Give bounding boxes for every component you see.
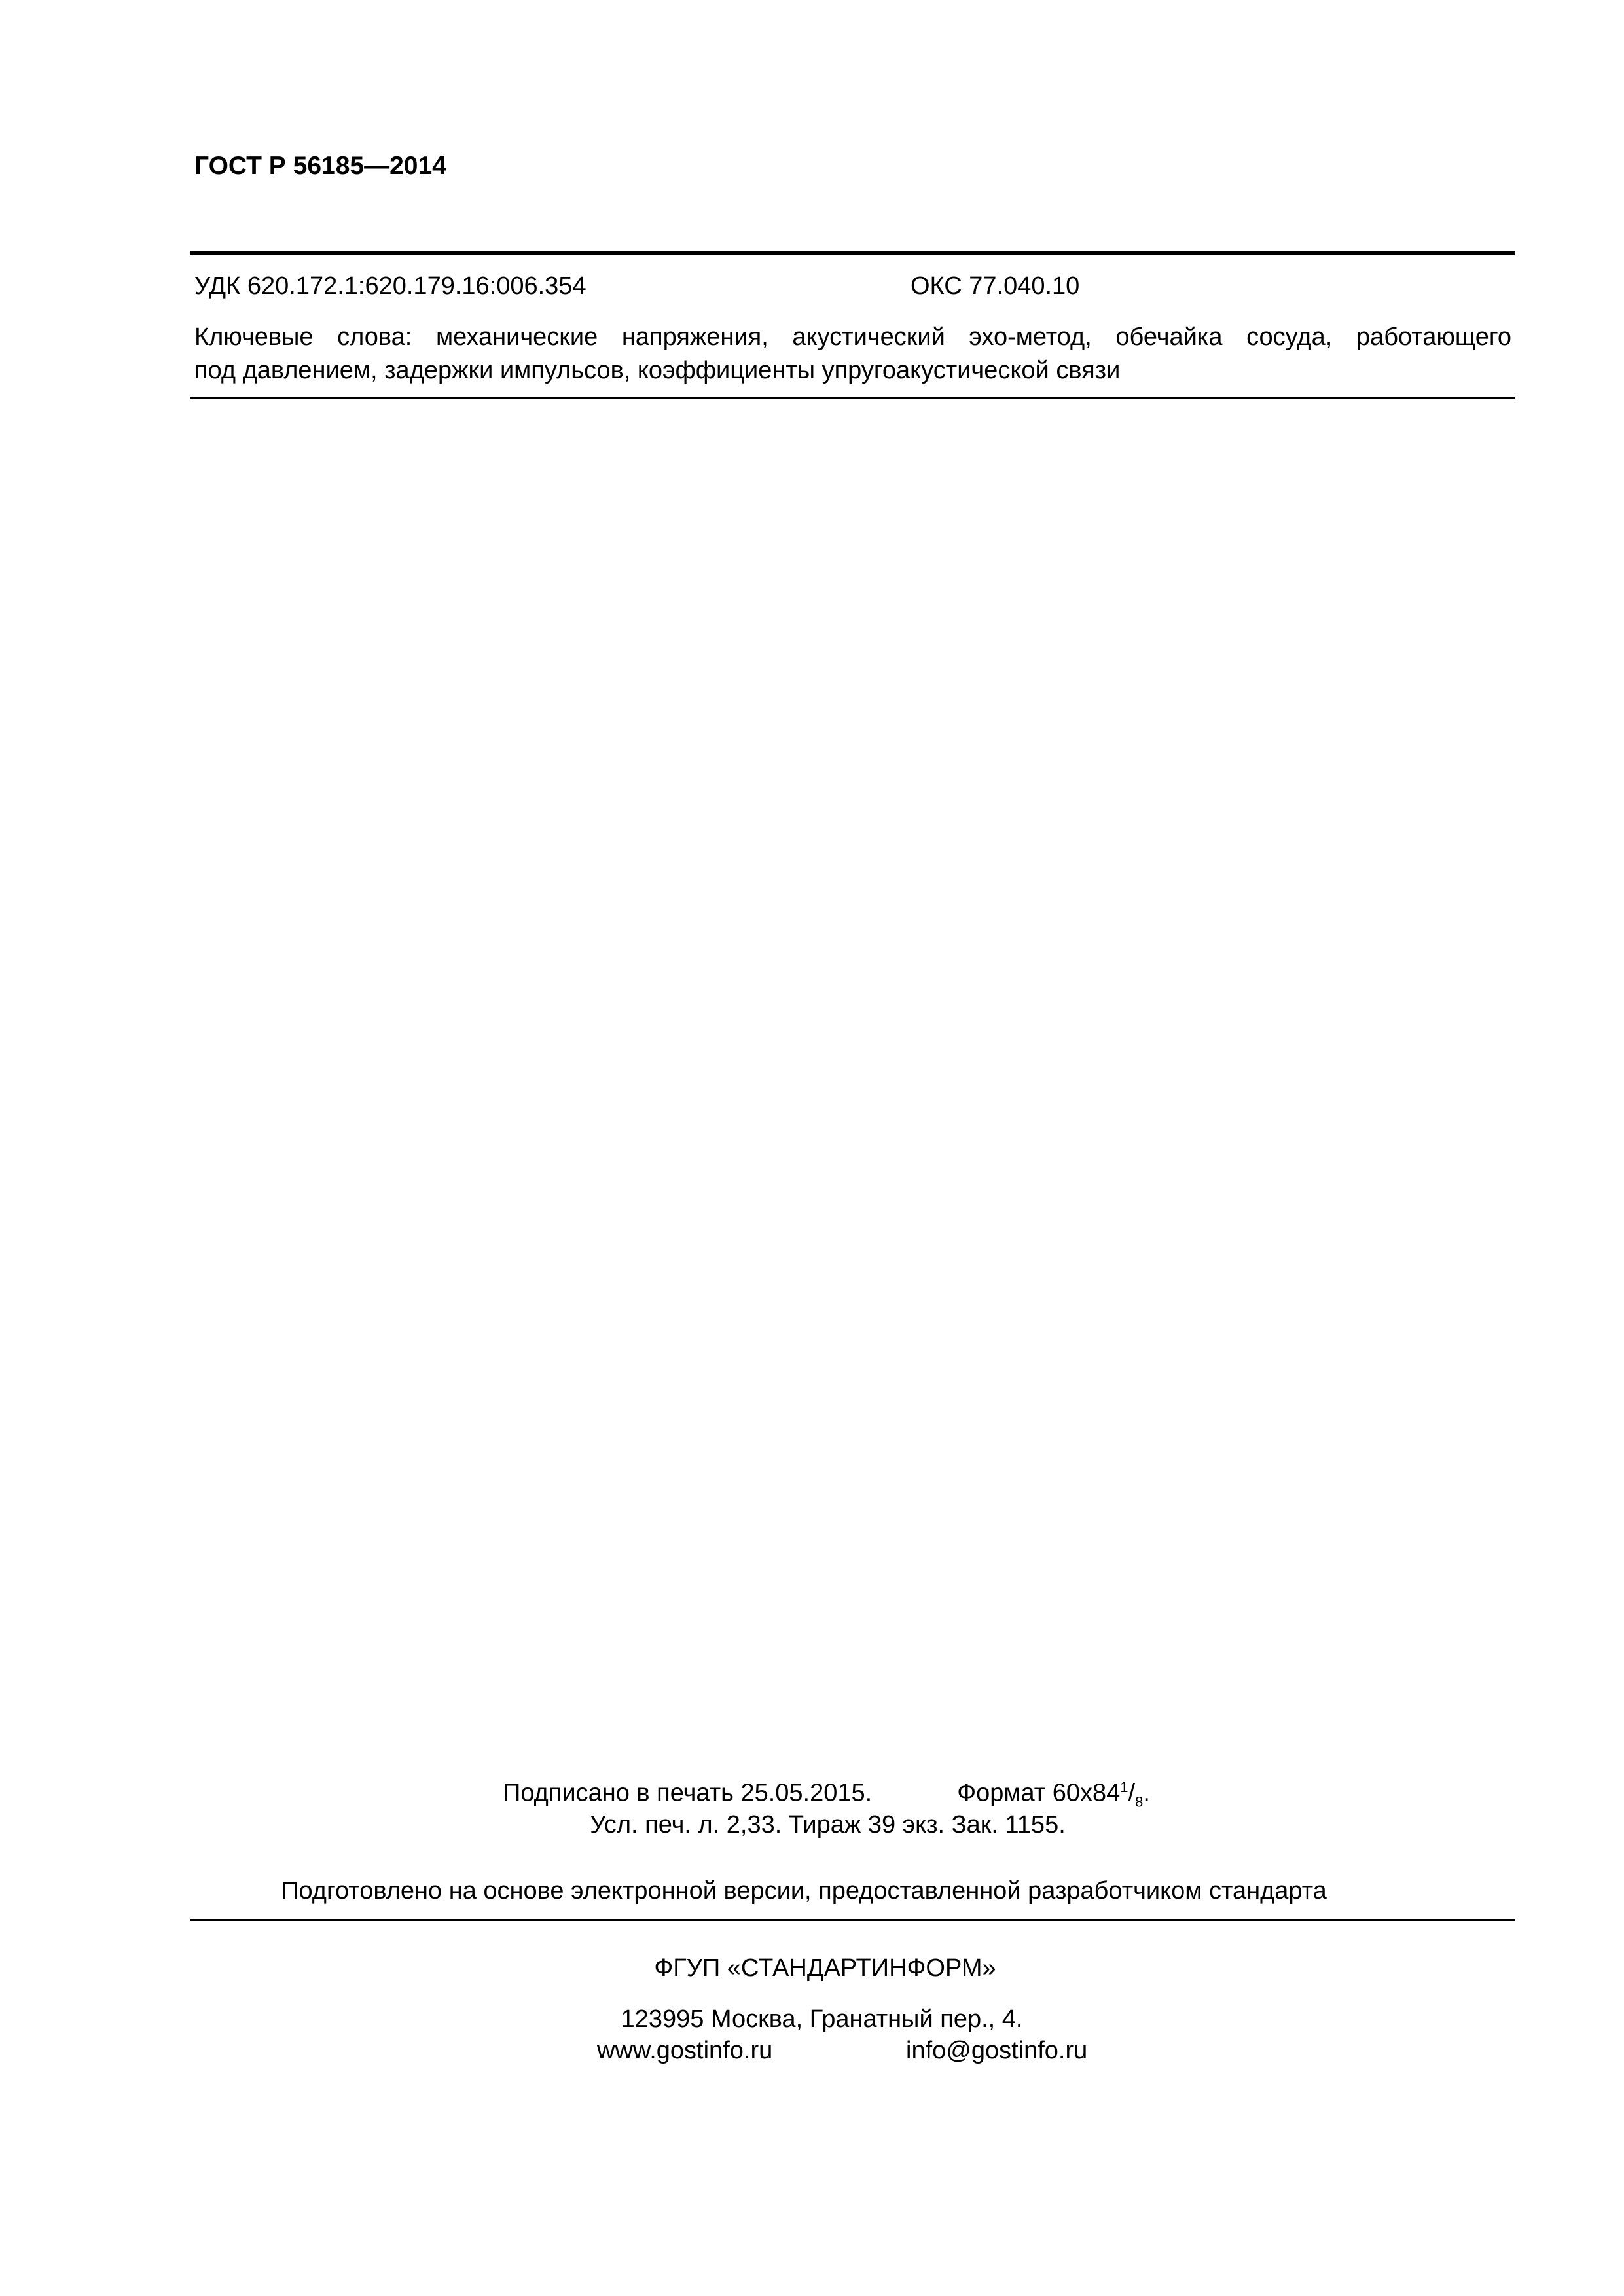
address-row [0,2005,1624,2034]
keywords-block [194,321,1511,387]
signed-date: Подписано в печать 25.05.2015. [503,1779,873,1807]
publisher-name: ФГУП «СТАНДАРТИНФОРМ» [654,1954,996,1982]
email-link[interactable]: info@gostinfo.ru [906,2037,1088,2064]
prepared-note: Подготовлено на основе электронной версии, предоставленной разработчиком стандарта [281,1877,1327,1905]
print-details-row [0,1811,1624,1839]
keywords-divider [190,397,1515,399]
format-slash: / [1128,1779,1136,1807]
format-numerator: 1 [1120,1779,1128,1795]
website-link[interactable]: www.gostinfo.ru [597,2037,773,2064]
bottom-divider [190,1919,1515,1921]
prepared-note-row [0,1877,1624,1905]
format-prefix: Формат 60x84 [957,1779,1121,1807]
oks-code: ОКС 77.040.10 [911,272,1080,300]
print-details: Усл. печ. л. 2,33. Тираж 39 экз. Зак. 1155. [590,1811,1066,1839]
keywords-line-1: Ключевые слова: механические напряжения, акустический эхо-метод, обечайка сосуда, работающего [194,323,1511,351]
format-denominator: 8 [1135,1793,1144,1810]
publisher-row [0,1954,1624,1982]
top-divider [190,251,1515,255]
keywords-line-2: под давлением, задержки импульсов, коэффициенты упругоакустической связи [194,357,1121,384]
document-id: ГОСТ Р 56185—2014 [194,152,446,180]
format-suffix: . [1143,1779,1150,1807]
imprint-line [503,1779,1150,1810]
udk-code: УДК 620.172.1:620.179.16:006.354 [194,272,586,300]
publisher-address: 123995 Москва, Гранатный пер., 4. [621,2005,1023,2033]
